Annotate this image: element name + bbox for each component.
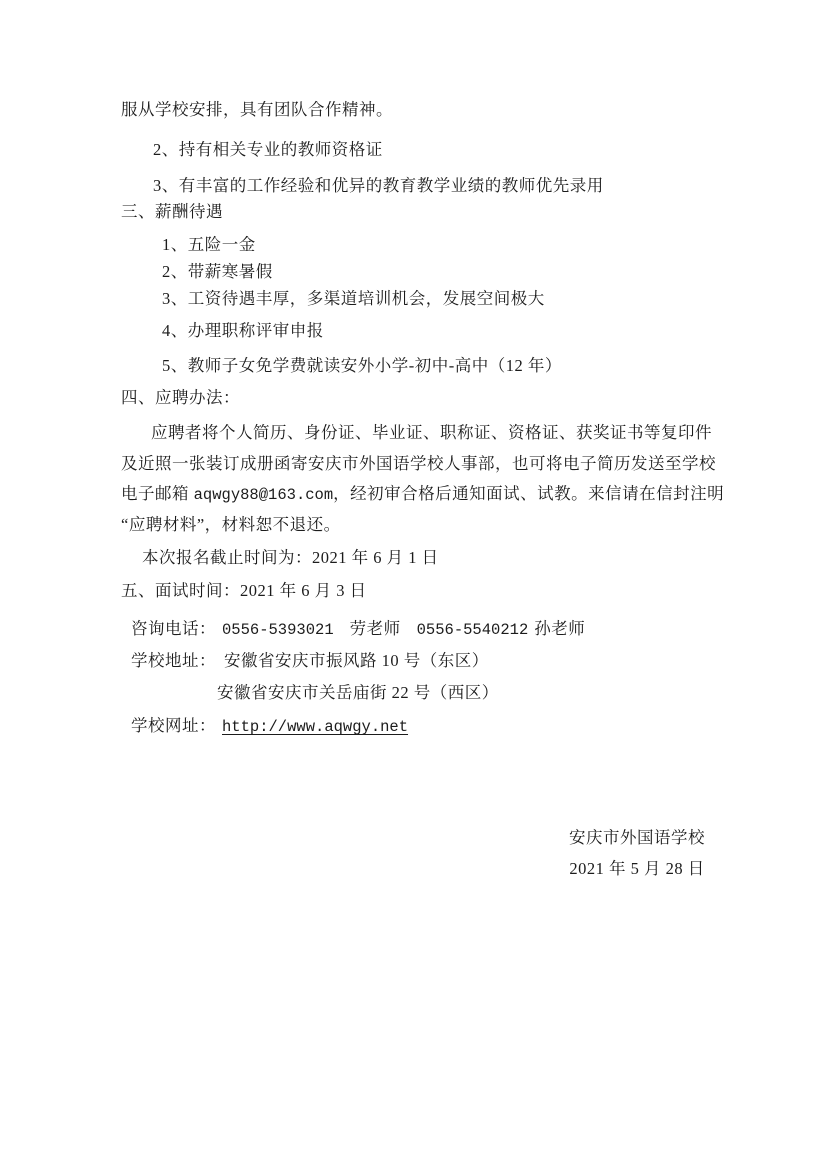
address-line-east bbox=[121, 648, 705, 674]
paragraph-continuation: 服从学校安排，具有团队合作精神。 bbox=[121, 100, 393, 119]
deadline-line: 本次报名截止时间为：2021 年 6 月 1 日 bbox=[142, 548, 439, 567]
salary-item: 3、工资待遇丰厚，多渠道培训机会，发展空间极大 bbox=[162, 289, 545, 308]
apply-paragraph-line: 应聘者将个人简历、身份证、毕业证、职称证、资格证、获奖证书等复印件 bbox=[151, 423, 712, 442]
teacher-name-2: 孙老师 bbox=[534, 619, 586, 638]
signature-block bbox=[569, 825, 705, 882]
section-heading-apply: 四、应聘办法： bbox=[121, 388, 240, 407]
phone-number-1: 0556-5393021 bbox=[222, 621, 334, 639]
address-east-text: 安徽省安庆市振风路 10 号（东区） bbox=[224, 651, 489, 670]
contact-phone-line bbox=[121, 616, 705, 643]
email-line-suffix: ，经初审合格后通知面试、试教。来信请在信封注明 bbox=[333, 484, 725, 503]
salary-item: 2、带薪寒暑假 bbox=[162, 262, 273, 281]
address-line-west: 安徽省安庆市关岳庙街 22 号（西区） bbox=[217, 683, 499, 702]
apply-paragraph-line bbox=[121, 481, 725, 508]
section-heading-salary: 三、薪酬待遇 bbox=[121, 202, 223, 221]
salary-item: 1、五险一金 bbox=[162, 235, 256, 254]
phone-number-2: 0556-5540212 bbox=[416, 621, 529, 639]
signature-name: 安庆市外国语学校 bbox=[569, 828, 705, 847]
section-heading-interview: 五、面试时间：2021 年 6 月 3 日 bbox=[121, 581, 367, 600]
website-link[interactable]: http://www.aqwgy.net bbox=[222, 718, 409, 736]
qualification-item: 3、有丰富的工作经验和优异的教育教学业绩的教师优先录用 bbox=[153, 176, 604, 195]
address-label: 学校地址： bbox=[131, 651, 216, 670]
salary-item: 5、教师子女免学费就读安外小学-初中-高中（12 年） bbox=[162, 356, 562, 375]
apply-paragraph-line: “应聘材料”，材料恕不退还。 bbox=[121, 515, 341, 534]
signature-date: 2021 年 5 月 28 日 bbox=[569, 859, 705, 878]
salary-item: 4、办理职称评审申报 bbox=[162, 321, 324, 340]
website-line bbox=[121, 713, 705, 740]
apply-paragraph-line: 及近照一张装订成册函寄安庆市外国语学校人事部，也可将电子简历发送至学校 bbox=[121, 454, 716, 473]
email-address: aqwgy88@163.com bbox=[193, 486, 334, 504]
email-line-prefix: 电子邮箱 bbox=[121, 484, 194, 503]
teacher-name-1: 劳老师 bbox=[349, 619, 401, 638]
website-label: 学校网址： bbox=[131, 716, 216, 735]
qualification-item: 2、持有相关专业的教师资格证 bbox=[153, 140, 383, 159]
phone-label: 咨询电话： bbox=[131, 619, 216, 638]
